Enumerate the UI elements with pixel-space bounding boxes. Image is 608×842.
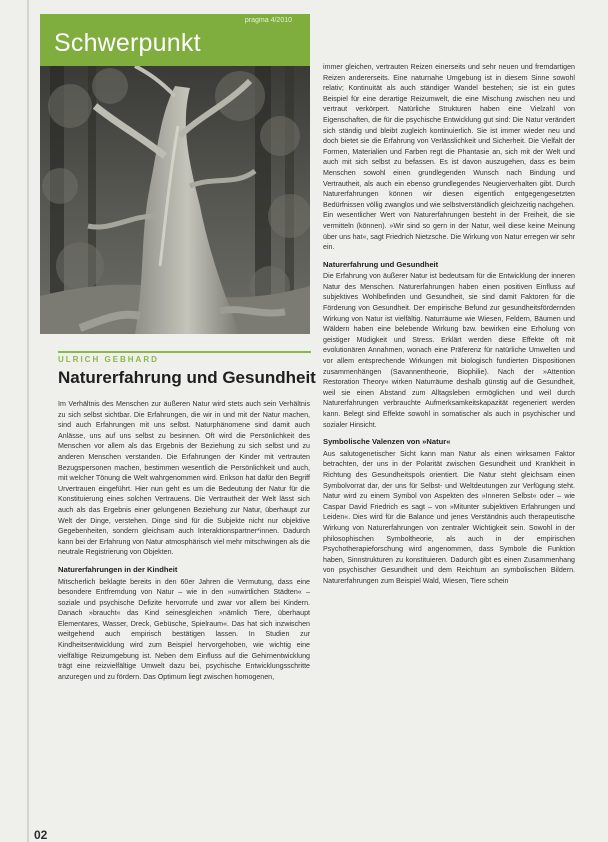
symbolic-paragraph: Aus salutogenetischer Sicht kann man Natur als einen wirksamen Faktor betrachten, der uns in der Polarität zwischen Gesundheit und Krankheit in Richtung des Gesundheitspols orientiert. Die Natur steht gleichsam einen Symbolvorrat dar, der uns für Selbst- und Weltdeutungen zur Verfügung steht. Natur wird zu einem Symbol von Aspekten des »Inneren Selbst« oder – wie Caspar David Friedrich es sagt – von »Mitunter subjektiven Erfahrungen und Leiden«. Dies wird für die Balance und jenes Verständnis auch therapeutische Wirkung von Naturerfahrungen von zentraler Wichtigkeit sein. Sowohl in der philosophischen Symboltheorie, als auch in der empirischen Psychotherapieforschung wird angenommen, dass Symbole die Funktion haben, Sinnstrukturen zu konstituieren. Dadurch gibt es einen Zusammenhang von psychischer Gesundheit und dem Reichtum an symbolischen Bildern. Naturerfahrungen zum Beispiel Wald, Wiesen, Tiere schein: [323, 449, 575, 585]
section-title: Schwerpunkt: [54, 29, 201, 57]
right-column: [323, 62, 575, 587]
tree-photo: [40, 66, 310, 334]
intro-paragraph: Im Verhältnis des Menschen zur äußeren Natur wird stets auch sein Verhältnis zu sich selbst sichtbar. Die Erfahrungen, die wir in und mit der Natur machen, sind auch Erfahrungen mit uns selbst. Naturphänomene sind damit auch Anlässe, uns auf uns selbst zu besinnen. Oft wird die Persönlichkeit des Menschen vor allem als das Ergebnis der Beziehung zu sich selbst und zu anderen Menschen verstanden. Die Erfahrungen der Kinder mit vertrauten Bezugspersonen machen, bestimmen wesentlich die Persönlichkeit und auch, mit welcher Tönung die Welt wahrgenommen wird. Erikson hat dafür den Begriff Urvertrauen eingeführt. Hier nun geht es um die Bedeutung der Natur für die Konstituierung eines solchen Vertrauens. Die Vertrautheit der Welt lässt sich auch als das Ergebnis einer gelungenen Beziehung zur Natur, überhaupt zur Welt der Dinge, verstehen. Dinge sind für die Subjekte nicht nur objektive Gegebenheiten, sondern gleichsam auch Interaktionspartner*innen. Dadurch kann bei der Erfahrung von Natur atmosphärisch viel mehr mitschwingen als die neutrale Registrierung von Objekten.: [58, 400, 310, 557]
health-paragraph: Die Erfahrung von äußerer Natur ist bedeutsam für die Entwicklung der inneren Natur des Menschen. Naturerfahrungen haben einen positiven Einfluss auf subjektives Wohlbefinden und Gesundheit, sie sind damit Faktoren für die Förderung von Gesundheit. Der empirische Befund zur gesundheitsfördernden Wirkung von Natur ist vielfältig. Naturräume wie Wiesen, Feldern, Bäumen und Wäldern haben eine belebende Wirkung bzw. bewirken eine Erholung von geistiger Müdigkeit und Stress. Erklärt werden diese Effekte oft mit evolutionären Annahmen, wonach eine Präferenz für natürliche Umwelten und vor allem entsprechende Wirkungen mit biologisch fundierten Dispositionen zusammenhängen (Savannentheorie, Biophilie). Nach der »Attention Restoration Theory« wirken Naturräume deshalb günstig auf die Gesundheit, weil sie einen Abstand zum Alltagsleben ermöglichen und weil durch Naturerfahrungen verbrauchte Aufmerksamkeitskapazität regeneriert werden kann. Belegt sind Effekte sowohl in somatischer als auch in psychischer und sozialer Hinsicht.: [323, 272, 575, 429]
left-column: [58, 399, 310, 682]
article-divider: [58, 351, 311, 353]
article-title: Naturerfahrung und Gesundheit: [58, 368, 316, 387]
subheading-symbolic: Symbolische Valenzen von »Natur«: [323, 437, 451, 447]
page-margin-shadow: [27, 0, 29, 842]
continued-paragraph: immer gleichen, vertrauten Reizen einerseits und sehr neuen und fremdartigen Reizen andererseits. Eine naturnahe Umgebung ist in diesem Sinne sowohl relativ; Kontinuität als auch ständiger Wandel bestehen; sie ist ein gutes Beispiel für eine derartige Reizumwelt, die eine Mischung zwischen neu und vertraut verkörpert. Natürliche Strukturen haben eine Vielzahl von Eigenschaften, die für die psychische Entwicklung gut sind: Die Natur verändert sich ständig und bleibt zugleich kontinuierlich. Sie ist immer wieder neu und doch bietet sie die Erfahrung von Verlässlichkeit und Sicherheit. Die Vielfalt der Formen, Materialien und Farben regt die Phantasie an, sich mit der Welt und auch mit sich selbst zu befassen. Es ist davon auszugehen, dass es beim Menschen sowohl einen grundlegenden Wunsch nach Bindung und Vertrautheit, als auch ein ebenso grundlegendes Neugierverhalten gibt. Durch Naturerfahrungen können wir diesen eigentlich entgegengesetzten Bedürfnissen völlig zwanglos und wie selbstverständlich gleichzeitig nachgehen. Ein wesentlicher Wert von Naturerfahrungen besteht in der Freiheit, die sie vermitteln (können). »Wir sind so gern in der Natur, weil diese keine Meinung über uns hat«, sagt Friedrich Nietzsche. Die Wirkung von Natur erregen wir sehr ein.: [323, 63, 575, 252]
article-author: ULRICH GEBHARD: [58, 355, 159, 364]
childhood-paragraph: Mitscherlich beklagte bereits in den 60er Jahren die Vermutung, dass eine besondere Entfremdung von Natur – wie in den »unwirtlichen Städten« – soziale und psychische Defizite hervorrufe und zwar vor allem bei Kindern. Danach »braucht« das Kind seinesgleichen »nämlich Tiere, überhaupt Elementares, Wasser, Dreck, Gebüsche, Spielraum«. Das hat sich inzwischen weitgehend auch empirisch bestätigen lassen. In Studien zur Kindheitsentwicklung wird zum Beispiel hervorgehoben, wie wichtig eine vielfältige Reizumgebung ist. Neben dem Einfluss auf die Gehirnentwicklung trägt eine reizvielfältige Umwelt dazu bei, psychische Entwicklungsschritte anzuregen und zu fördern. Das Optimum liegt zwischen homogenen,: [58, 577, 310, 681]
section-header: [40, 14, 310, 66]
tree-photo-image: [40, 66, 310, 334]
subheading-health: Naturerfahrung und Gesundheit: [323, 259, 439, 269]
subheading-childhood: Naturerfahrungen in der Kindheit: [58, 564, 178, 574]
issue-reference: pragma 4/2010: [244, 17, 292, 24]
page-number: 02: [34, 828, 48, 842]
